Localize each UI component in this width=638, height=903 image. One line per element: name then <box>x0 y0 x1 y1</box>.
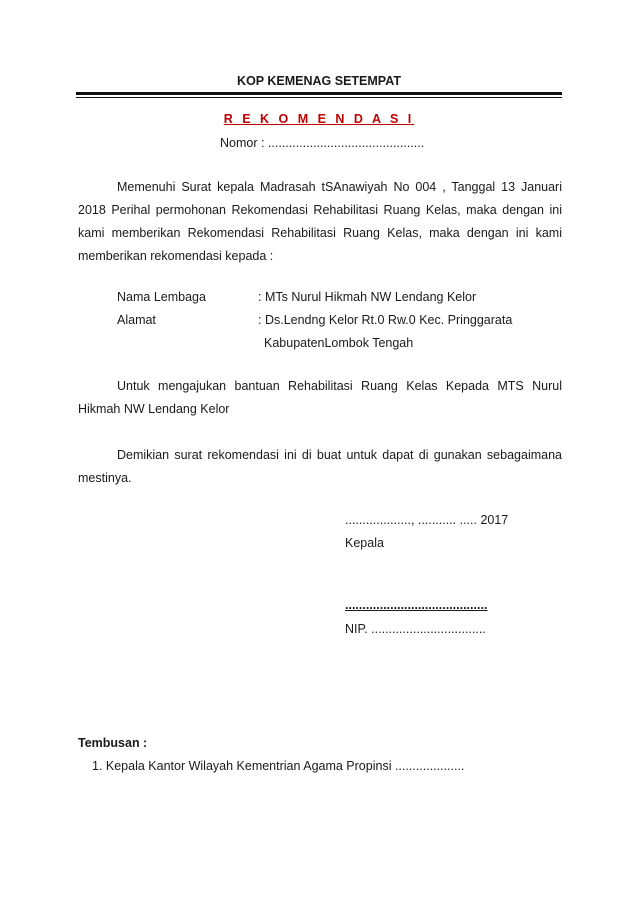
signature-role: Kepala <box>345 536 384 550</box>
signature-name: ......................................... <box>345 598 488 612</box>
signature-date: ..................., ........... ..... 2017 <box>345 513 509 527</box>
letterhead-rule-thin <box>76 97 562 98</box>
purpose-paragraph: Untuk mengajukan bantuan Rehabilitasi Ruang Kelas Kepada MTS Nurul Hikmah NW Lendang Kelor <box>78 379 562 416</box>
letterhead-rule-thick <box>76 92 562 95</box>
closing-paragraph: Demikian surat rekomendasi ini di buat untuk dapat di gunakan sebagaimana mestinya. <box>78 448 562 485</box>
address-label: Alamat <box>117 313 156 327</box>
letterhead-kop: KOP KEMENAG SETEMPAT <box>237 74 401 88</box>
letter-number: Nomor : ............................................. <box>220 136 425 150</box>
opening-paragraph: Memenuhi Surat kepala Madrasah tSAnawiyah No 004 , Tanggal 13 Januari 2018 Perihal permohonan Rekomendasi Rehabilitasi Ruang Kelas, maka dengan ini kami memberikan Rekomendasi Rehabilitasi Ruang Kelas, maka dengan ini kami memberikan rekomendasi kepada : <box>78 180 562 263</box>
letter-title: R E K O M E N D A S I <box>223 112 415 126</box>
institution-name-value: : MTs Nurul Hikmah NW Lendang Kelor <box>258 290 477 304</box>
institution-name-label: Nama Lembaga <box>117 290 206 304</box>
address-value: : Ds.Lendng Kelor Rt.0 Rw.0 Kec. Pringgarata <box>258 313 513 327</box>
tembusan-item: 1. Kepala Kantor Wilayah Kementrian Agama Propinsi .................... <box>92 759 465 773</box>
tembusan-label: Tembusan : <box>78 736 148 750</box>
signature-nip: NIP. ................................. <box>345 622 486 636</box>
address-value-line2: KabupatenLombok Tengah <box>264 336 414 350</box>
